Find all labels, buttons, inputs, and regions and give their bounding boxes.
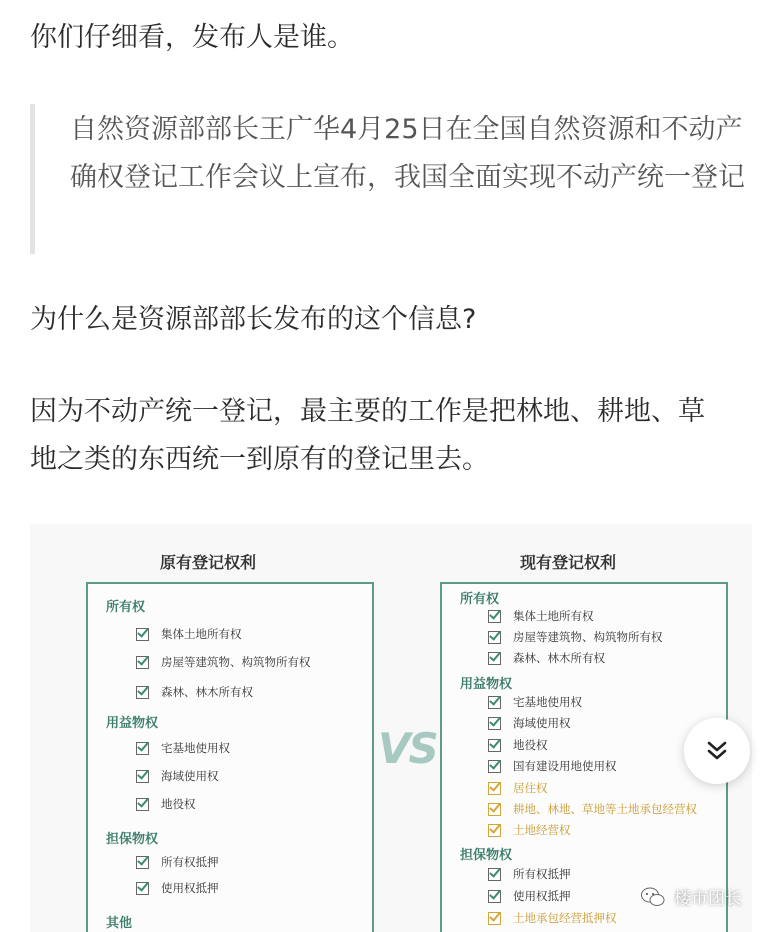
left-category-other: 其他 (106, 916, 133, 931)
right-item: 地役权 (488, 737, 548, 753)
right-item: 集体土地所有权 (488, 608, 594, 624)
left-column-title: 原有登记权利 (160, 553, 257, 572)
paragraph-intro: 你们仔细看，发布人是谁。 (30, 22, 354, 53)
expand-button[interactable] (684, 718, 750, 784)
checkbox-icon (136, 686, 149, 699)
left-category-security: 担保物权 (106, 832, 159, 847)
checkbox-icon (488, 782, 501, 795)
checkbox-icon (488, 803, 501, 816)
watermark (640, 884, 742, 909)
checkbox-icon (488, 760, 501, 773)
checkbox-icon (136, 656, 149, 669)
right-item: 宅基地使用权 (488, 694, 582, 710)
left-category-ownership: 所有权 (106, 600, 146, 615)
right-column-title: 现有登记权利 (520, 553, 617, 572)
right-item-new: 土地经营权 (488, 822, 571, 838)
checkbox-icon (488, 631, 501, 644)
checkbox-icon (488, 717, 501, 730)
left-item: 房屋等建筑物、构筑物所有权 (136, 654, 311, 670)
right-item: 国有建设用地使用权 (488, 758, 617, 774)
watermark-text: 楼市团长 (674, 889, 742, 909)
checkbox-icon (136, 798, 149, 811)
right-item-new: 耕地、林地、草地等土地承包经营权 (488, 801, 697, 817)
checkbox-icon (488, 696, 501, 709)
paragraph-question: 为什么是资源部部长发布的这个信息? (30, 304, 477, 335)
left-item: 地役权 (136, 796, 196, 812)
checkbox-icon (488, 652, 501, 665)
left-item: 使用权抵押 (136, 880, 219, 896)
blockquote (30, 104, 755, 254)
checkbox-icon (136, 882, 149, 895)
checkbox-icon (488, 739, 501, 752)
left-category-usufruct: 用益物权 (106, 716, 159, 731)
checkbox-icon (488, 610, 501, 623)
checkbox-icon (136, 856, 149, 869)
checkbox-icon (488, 824, 501, 837)
left-item: 集体土地所有权 (136, 626, 242, 642)
vs-label: VS (378, 724, 437, 773)
left-item: 海域使用权 (136, 768, 219, 784)
right-item-new: 居住权 (488, 780, 548, 796)
checkbox-icon (488, 912, 501, 925)
checkbox-icon (488, 890, 501, 903)
checkbox-icon (136, 770, 149, 783)
right-item: 使用权抵押 (488, 888, 571, 904)
double-chevron-down-icon (704, 738, 730, 764)
left-item: 所有权抵押 (136, 854, 219, 870)
wechat-icon (640, 886, 666, 908)
checkbox-icon (488, 868, 501, 881)
right-category-ownership: 所有权 (460, 592, 500, 607)
paragraph-answer: 因为不动产统一登记，最主要的工作是把林地、耕地、草地之类的东西统一到原有的登记里去。 (30, 396, 705, 475)
quote-text: 自然资源部部长王广华4月25日在全国自然资源和不动产确权登记工作会议上宣布，我国全面实现不动产统一登记 (70, 114, 745, 193)
left-rights-box (86, 582, 374, 932)
checkbox-icon (136, 628, 149, 641)
right-item: 海域使用权 (488, 715, 571, 731)
left-item: 宅基地使用权 (136, 740, 230, 756)
right-item-new: 土地承包经营抵押权 (488, 910, 617, 926)
right-category-security: 担保物权 (460, 848, 513, 863)
checkbox-icon (136, 742, 149, 755)
right-category-usufruct: 用益物权 (460, 677, 513, 692)
right-item: 所有权抵押 (488, 866, 571, 882)
right-item: 房屋等建筑物、构筑物所有权 (488, 629, 663, 645)
left-item: 森林、林木所有权 (136, 684, 253, 700)
comparison-image (30, 524, 752, 932)
right-item: 森林、林木所有权 (488, 650, 605, 666)
